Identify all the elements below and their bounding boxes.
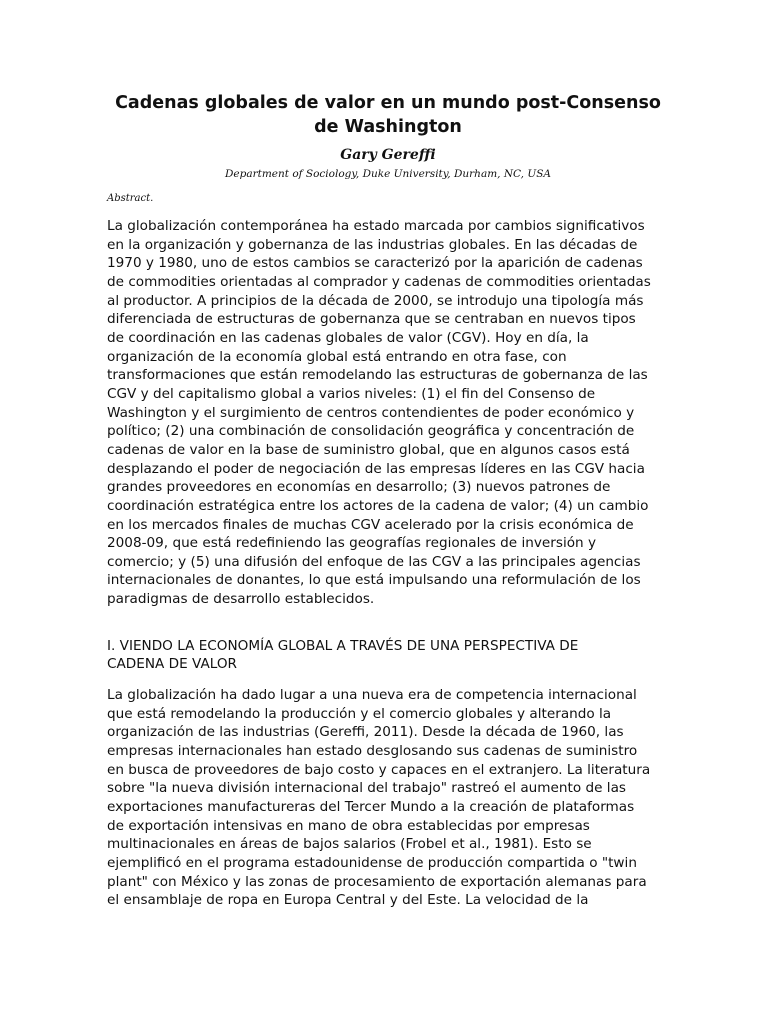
section-line: sobre "la nueva división internacional del trabajo" rastreó el aumento de las bbox=[107, 780, 626, 797]
section-line: de exportación intensivas en mano de obra establecidas por empresas bbox=[107, 817, 590, 834]
abstract-line: desplazando el poder de negociación de las empresas líderes en las CGV hacia bbox=[107, 460, 645, 477]
abstract-line: al productor. A principios de la década de 2000, se introdujo una tipología más bbox=[107, 292, 644, 309]
section-line: ejemplificó en el programa estadounidense de producción compartida o "twin bbox=[107, 855, 637, 871]
abstract-line: político; (2) una combinación de consolidación geográfica y concentración de bbox=[107, 423, 635, 440]
abstract-line: CGV y del capitalismo global a varios niveles: (1) el fin del Consenso de bbox=[107, 385, 596, 402]
paper-title bbox=[105, 91, 671, 139]
abstract-line: de commodities orientadas al comprador y cadenas de commodities orientadas bbox=[107, 273, 651, 290]
section-line: multinacionales en áreas de bajos salarios (Frobel et al., 1981). Esto se bbox=[107, 836, 592, 853]
abstract-line: 2008-09, que está redefiniendo las geografías regionales de inversión y bbox=[107, 535, 597, 552]
abstract-line: cadenas de valor en la base de suministro global, que en algunos casos está bbox=[107, 441, 630, 458]
section-heading bbox=[107, 637, 669, 674]
section-paragraph bbox=[107, 686, 669, 910]
abstract-line: en los mercados finales de muchas CGV acelerado por la crisis económica de bbox=[107, 516, 634, 533]
section-line: empresas internacionales han estado desglosando sus cadenas de suministro bbox=[107, 743, 638, 760]
abstract-line: organización de la economía global está entrando en otra fase, con bbox=[107, 348, 567, 365]
abstract-line: paradigmas de desarrollo establecidos. bbox=[107, 591, 375, 608]
abstract-label: Abstract. bbox=[107, 193, 154, 204]
paper-title-line: de Washington bbox=[314, 117, 462, 137]
section-line: que está remodelando la producción y el comercio globales y alterando la bbox=[107, 705, 612, 722]
section-line: en busca de proveedores de bajo costo y capaces en el extranjero. La literatura bbox=[107, 761, 651, 778]
abstract-line: en la organización y gobernanza de las industrias globales. En las décadas de bbox=[107, 236, 638, 253]
section-line: organización de las industrias (Gereffi, 2011). Desde la década de 1960, las bbox=[107, 724, 624, 741]
abstract-line: grandes proveedores en economías en desarrollo; (3) nuevos patrones de bbox=[107, 479, 611, 496]
section-line: exportaciones manufactureras del Tercer Mundo a la creación de plataformas bbox=[107, 799, 635, 816]
abstract-line: coordinación estratégica entre los actores de la cadena de valor; (4) un cambio bbox=[107, 497, 649, 514]
section-line: plant" con México y las zonas de procesamiento de exportación alemanas para bbox=[107, 873, 647, 890]
section-heading-line: I. VIENDO LA ECONOMÍA GLOBAL A TRAVÉS DE UNA PERSPECTIVA DE bbox=[107, 637, 579, 654]
abstract-line: transformaciones que están remodelando las estructuras de gobernanza de las bbox=[107, 367, 648, 384]
abstract-paragraph bbox=[107, 217, 669, 609]
abstract-line: Washington y el surgimiento de centros contendientes de poder económico y bbox=[107, 404, 635, 421]
section-heading-line: CADENA DE VALOR bbox=[107, 656, 237, 673]
paper-page bbox=[107, 0, 669, 910]
section-line: el ensamblaje de ropa en Europa Central y del Este. La velocidad de la bbox=[107, 892, 589, 909]
section-line: La globalización ha dado lugar a una nueva era de competencia internacional bbox=[107, 687, 637, 704]
abstract-line: internacionales de donantes, lo que está impulsando una reformulación de los bbox=[107, 572, 641, 589]
abstract-line: comercio; y (5) una difusión del enfoque de las CGV a las principales agencias bbox=[107, 553, 641, 570]
author-affiliation: Department of Sociology, Duke University, Durham, NC, USA bbox=[225, 168, 551, 180]
abstract-line: La globalización contemporánea ha estado marcada por cambios significativos bbox=[107, 218, 645, 234]
abstract-line: diferenciada de estructuras de gobernanza que se centraban en nuevos tipos bbox=[107, 311, 636, 328]
paper-title-line: Cadenas globales de valor en un mundo post-Consenso bbox=[115, 93, 661, 113]
author-name: Gary Gereffi bbox=[340, 147, 436, 163]
abstract-line: 1970 y 1980, uno de estos cambios se caracterizó por la aparición de cadenas bbox=[107, 255, 643, 272]
abstract-line: de coordinación en las cadenas globales de valor (CGV). Hoy en día, la bbox=[107, 329, 589, 346]
